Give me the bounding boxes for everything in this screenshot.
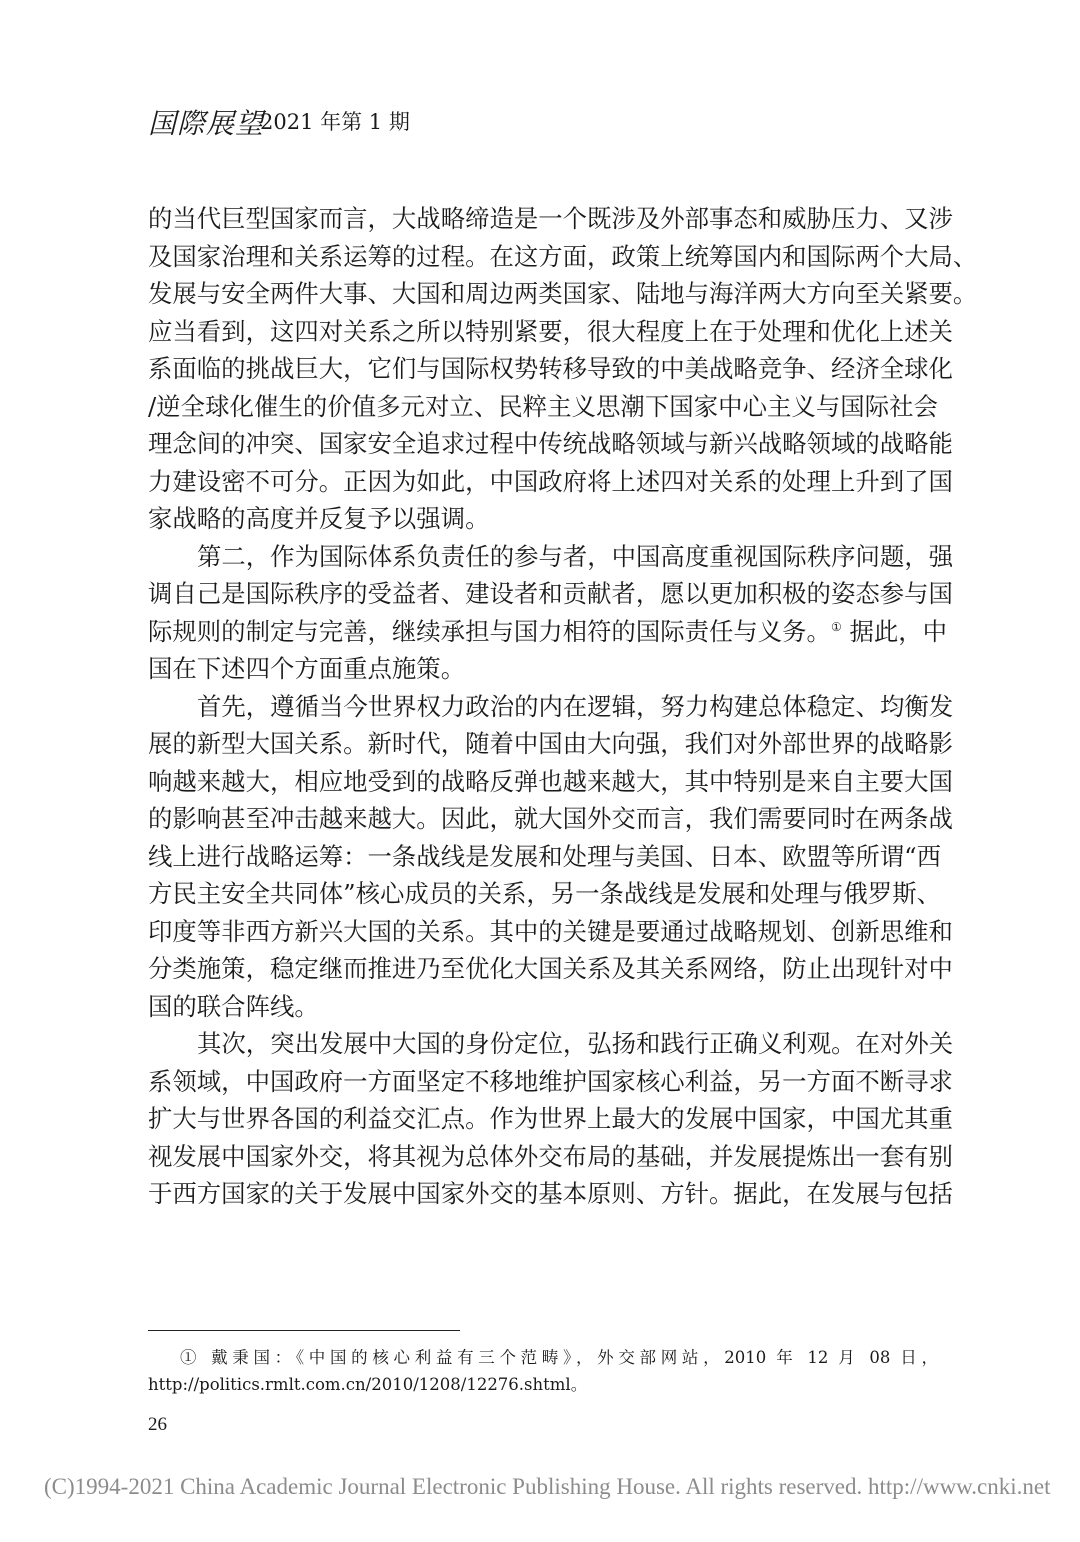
text-line: 的影响甚至冲击越来越大。因此，就大国外交而言，我们需要同时在两条战 <box>148 804 953 833</box>
text-line: 第二，作为国际体系负责任的参与者，中国高度重视国际秩序问题，强 <box>197 541 954 571</box>
footnote <box>148 1344 938 1398</box>
text-segment: 际规则的制定与完善，继续承担与国力相符的国际责任与义务。 <box>148 616 831 646</box>
footnote-line: ① 戴秉国：《中国的核心利益有三个范畴》，外交部网站，2010 年 12 月 08 日， <box>180 1348 938 1367</box>
text-line: 的当代巨型国家而言，大战略缔造是一个既涉及外部事态和威胁压力、又涉 <box>148 204 953 233</box>
footnote-reference[interactable]: ① <box>830 619 842 634</box>
text-line: 方民主安全共同体”核心成员的关系，另一条战线是发展和处理与俄罗斯、 <box>148 879 941 908</box>
text-line: 首先，遵循当今世界权力政治的内在逻辑，努力构建总体稳定、均衡发 <box>197 691 954 721</box>
page-number: 26 <box>148 1414 167 1435</box>
issue-label: 2021 年第 1 期 <box>260 110 410 134</box>
text-line: 分类施策，稳定继而推进乃至优化大国关系及其关系网络，防止出现针对中 <box>148 954 953 983</box>
text-line: 响越来越大，相应地受到的战略反弹也越来越大，其中特别是来自主要大国 <box>148 766 953 796</box>
copyright-watermark: (C)1994-2021 China Academic Journal Electronic Publishing House. All rights reserved. http://www.cnki.net <box>44 1474 1051 1499</box>
text-line-with-footnote <box>148 613 948 651</box>
text-line: /逆全球化催生的价值多元对立、民粹主义思潮下国家中心主义与国际社会 <box>148 391 938 421</box>
text-line: 家战略的高度并反复予以强调。 <box>148 504 490 533</box>
text-line: 国的联合阵线。 <box>148 991 319 1021</box>
text-line: 理念间的冲突、国家安全追求过程中传统战略领域与新兴战略领域的战略能 <box>148 429 953 458</box>
text-line: 力建设密不可分。正因为如此，中国政府将上述四对关系的处理上升到了国 <box>148 466 953 496</box>
journal-name: 国際展望 <box>148 107 265 140</box>
text-line: 视发展中国家外交，将其视为总体外交布局的基础，并发展提炼出一套有别 <box>148 1141 953 1171</box>
footnote-url[interactable]: http://politics.rmlt.com.cn/2010/1208/12276.shtml。 <box>148 1375 588 1394</box>
text-segment: 据此，中 <box>841 616 948 646</box>
text-line: 展的新型大国关系。新时代，随着中国由大向强，我们对外部世界的战略影 <box>148 729 953 758</box>
text-line: 调自己是国际秩序的受益者、建设者和贡献者，愿以更加积极的姿态参与国 <box>148 579 953 608</box>
body-text <box>148 200 978 1213</box>
text-line: 发展与安全两件大事、大国和周边两类国家、陆地与海洋两大方向至关紧要。 <box>148 279 978 308</box>
text-line: 系面临的挑战巨大，它们与国际权势转移导致的中美战略竞争、经济全球化 <box>148 354 953 383</box>
text-line: 系领域，中国政府一方面坚定不移地维护国家核心利益，另一方面不断寻求 <box>148 1066 953 1096</box>
text-line: 国在下述四个方面重点施策。 <box>148 654 466 683</box>
text-line: 印度等非西方新兴大国的关系。其中的关键是要通过战略规划、创新思维和 <box>148 916 953 946</box>
text-line: 于西方国家的关于发展中国家外交的基本原则、方针。据此，在发展与包括 <box>148 1179 953 1208</box>
text-line: 扩大与世界各国的利益交汇点。作为世界上最大的发展中国家，中国尤其重 <box>148 1104 953 1133</box>
text-line: 其次，突出发展中大国的身份定位，弘扬和践行正确义利观。在对外关 <box>197 1029 954 1058</box>
text-line: 及国家治理和关系运筹的过程。在这方面，政策上统筹国内和国际两个大局、 <box>148 241 978 271</box>
footnote-divider <box>148 1330 460 1331</box>
text-line: 线上进行战略运筹：一条战线是发展和处理与美国、日本、欧盟等所谓“西 <box>148 841 941 871</box>
text-line: 应当看到，这四对关系之所以特别紧要，很大程度上在于处理和优化上述关 <box>148 316 953 346</box>
